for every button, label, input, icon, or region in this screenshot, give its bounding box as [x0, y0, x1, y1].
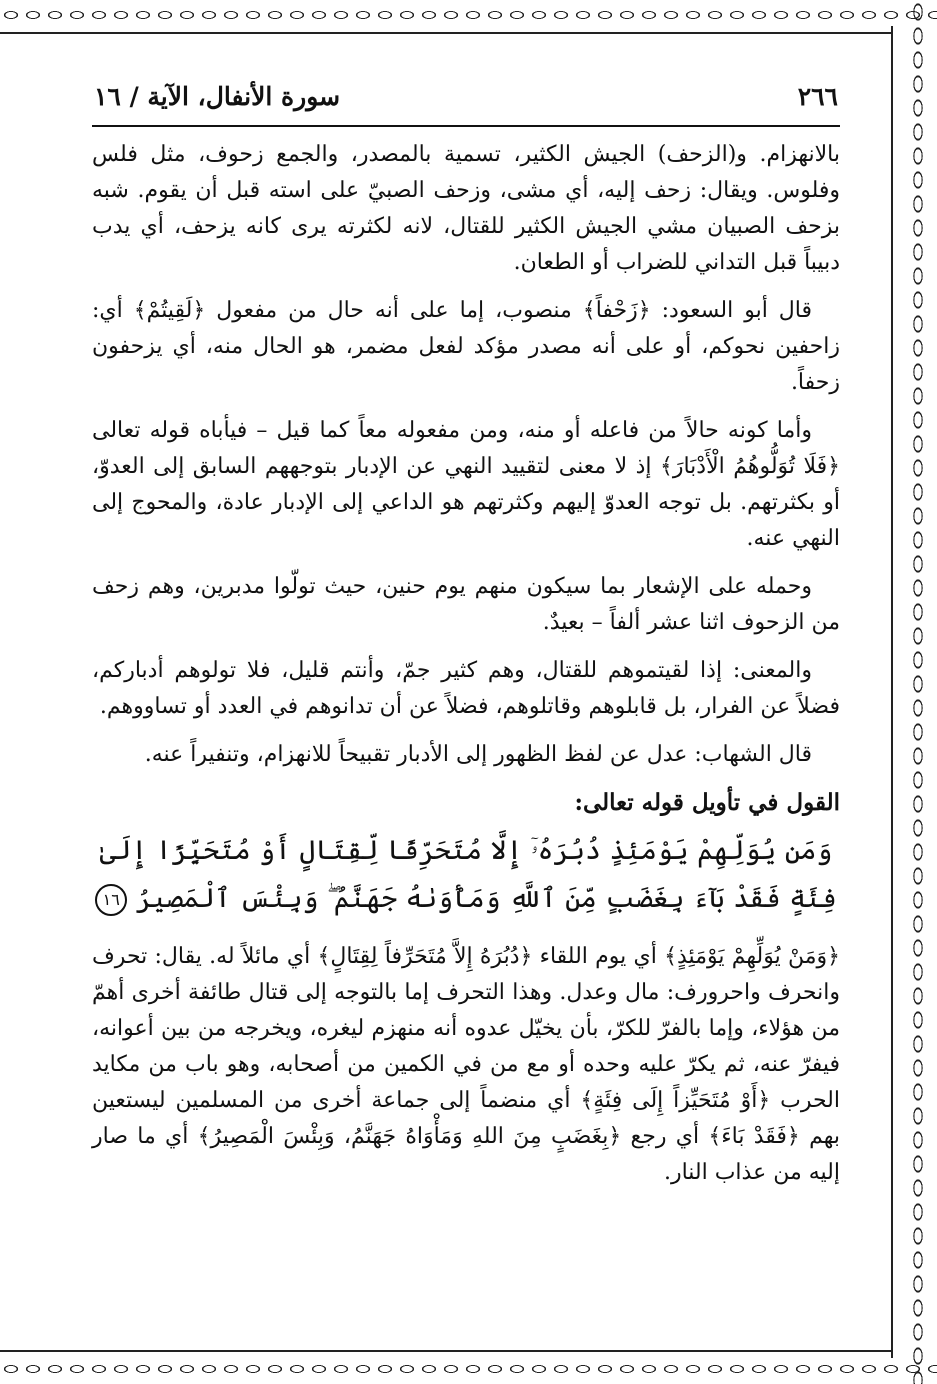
page-header: [92, 70, 840, 127]
verse-number-marker: ١٦: [95, 884, 127, 916]
paragraph-7: ﴿وَمَنْ يُوَلِّهِمْ يَوْمَئِذٍ﴾ أي يوم اللقاء ﴿دُبُرَهُ إِلاَّ مُتَحَرِّفاً لِقِتَالٍ﴾ أي مائلاً له. يقال: تحرف وانحرف واحرورف: مال وعدل. وهذا التحرف إما بالتوجه إلى قتال طائفة أخرى أهمّ من هؤلاء، وإما بالفرّ للكرّ، بأن يخيّل عدوه أنه منهزم ليغره، ويخرجه من بين أعوانه، فيفرّ عنه، ثم يكرّ عليه وحده أو مع من في الكمين من أصحابه، وهو باب من مكايد الحرب ﴿أَوْ مُتَحَيِّزاً إِلَى فِئَةٍ﴾ أي منضماً إلى جماعة أخرى من المسلمين ليستعين بهم ﴿فَقَدْ بَاءَ﴾ أي رجع ﴿بِغَضَبٍ مِنَ اللهِ وَمَأْوَاهُ جَهَنَّمُ، وَبِئْسَ الْمَصِيرُ﴾ أي ما صار إليه من عذاب النار.: [92, 944, 840, 1185]
surah-title: سورة الأنفال، الآية / ١٦: [94, 82, 341, 111]
paragraph-1: بالانهزام. و(الزحف) الجيش الكثير، تسمية بالمصدر، والجمع زحوف، مثل فلس وفلوس. ويقال: زحف إليه، أي مشى، وزحف الصبيّ على استه قبل أن يقوم. شبه بزحف الصبيان مشي الجيش الكثير للقتال، لانه لكثرته يرى كانه يزحف، أي يدب دبيباً قبل التداني للضراب أو الطعان.: [92, 142, 840, 275]
paragraph-3: وأما كونه حالاً من فاعله أو منه، ومن مفعوله معاً كما قيل – فيأباه قوله تعالى ﴿فَلَا تُوَلُّوهُمُ الْأَدْبَارَ﴾ إذ لا معنى لتقييد النهي عن الإدبار بتوجههم السابق إلى العدوّ، أو بكثرتهم. بل توجه العدوّ إليهم وكثرتهم هو الداعي إلى الإدبار عادة، والمحوج إلى النهي عنه.: [92, 418, 840, 551]
section-heading: القول في تأويل قوله تعالى:: [574, 789, 840, 816]
page-body: [92, 70, 840, 1203]
paragraph-2: قال أبو السعود: ﴿زَحْفاً﴾ منصوب، إما على أنه حال من مفعول ﴿لَقِيتُمْ﴾ أي: زاحفين نحوكم، أو على أنه مصدر مؤكد لفعل مضمر، هو الحال منه، أي يزحفون زحفاً.: [92, 298, 840, 395]
bottom-ornamental-border: [0, 1354, 937, 1384]
bottom-border-line: [0, 1350, 893, 1352]
paragraph-5: والمعنى: إذا لقيتموهم للقتال، وهم كثير جمّ، وأنتم قليل، فلا تولوهم أدباركم، فضلاً عن الفرار، بل قابلوهم وقاتلوهم، فضلاً عن أن تدانوهم في العدد أو تساووهم.: [92, 658, 840, 719]
verse-text: وَمَن يُوَلِّهِمْ يَوْمَئِذٍ دُبُرَهُۥٓ إِلَّا مُتَحَرِّفًا لِّقِتَالٍ أَوْ مُتَحَيِّزًا إِلَىٰ فِئَةٍ فَقَدْ بَآءَ بِغَضَبٍ مِّنَ ٱللَّهِ وَمَأْوَىٰهُ جَهَنَّمُ ۖ وَبِئْسَ ٱلْمَصِيرُ: [99, 835, 837, 914]
page-number: ٢٦٦: [797, 82, 838, 111]
top-ornamental-border: [0, 0, 937, 30]
right-border-line: [891, 26, 893, 1358]
quran-verse: [92, 827, 840, 923]
page-content: [92, 137, 840, 1191]
top-border-line: [0, 32, 893, 34]
right-ornamental-border: [899, 0, 937, 1384]
paragraph-4: وحمله على الإشعار بما سيكون منهم يوم حنين، حيث تولّوا مدبرين، وهم زحف من الزحوف اثنا عشر ألفاً – بعيدٌ.: [92, 574, 840, 635]
paragraph-6: قال الشهاب: عدل عن لفظ الظهور إلى الأدبار تقبيحاً للانهزام، وتنفيراً عنه.: [144, 742, 812, 767]
